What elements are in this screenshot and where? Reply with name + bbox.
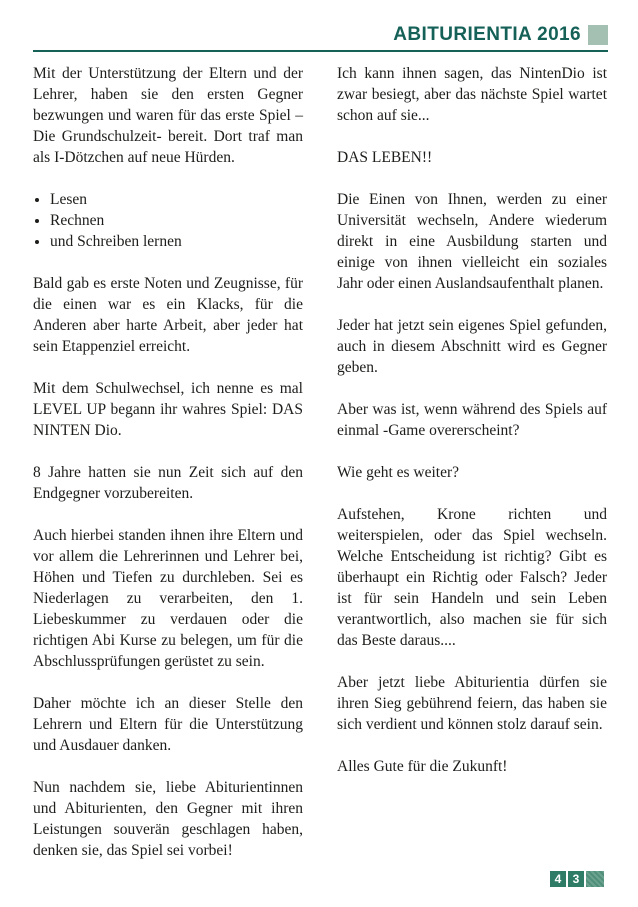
left-column (33, 63, 303, 882)
hatched-square-icon (586, 871, 604, 887)
paragraph: Jeder hat jetzt sein eigenes Spiel gefunden, auch in diesem Abschnitt wird es Gegner geben. (337, 317, 607, 376)
header-square-icon (588, 25, 608, 45)
page-number-digit: 4 (550, 871, 566, 887)
paragraph: Auch hierbei standen ihnen ihre Eltern und vor allem die Lehrerinnen und Lehrer bei, Höhen und Tiefen zu durchleben. Sei es Niederlagen zu verarbeiten, den 1. Liebeskummer zu verdauen oder die richtigen Abi Kurse zu belegen, um für die Abschlussprüfungen gerüstet zu sein. (33, 527, 303, 670)
paragraph: Alles Gute für die Zukunft! (337, 758, 508, 775)
paragraph: Aber jetzt liebe Abiturientia dürfen sie ihren Sieg gebührend feiern, das haben sie sich verdient und können stolz darauf sein. (337, 674, 607, 733)
paragraph: Wie geht es weiter? (337, 464, 460, 481)
paragraph: Nun nachdem sie, liebe Abiturientinnen und Abiturienten, den Gegner mit ihren Leistungen souverän geschlagen haben, denken sie, das Spiel sei vorbei! (33, 779, 303, 859)
paragraph: Die Einen von Ihnen, werden zu einer Universität wechseln, Andere wiederum direkt in eine Ausbildung starten und einige von ihnen vielleicht ein soziales Jahr oder einen Auslandsaufenthalt planen. (337, 191, 607, 292)
paragraph: Daher möchte ich an dieser Stelle den Lehrern und Eltern für die Unterstützung und Ausdauer danken. (33, 695, 303, 754)
list-item: • Lesen (50, 189, 303, 210)
page-title: ABITURIENTIA 2016 (393, 24, 581, 45)
list-item: • und Schreiben lernen (50, 231, 303, 252)
bullet-list (33, 189, 303, 252)
paragraph: Mit dem Schulwechsel, ich nenne es mal LEVEL UP begann ihr wahres Spiel: DAS NINTEN Dio. (33, 380, 303, 439)
text-columns (0, 52, 638, 882)
paragraph: DAS LEBEN!! (337, 149, 433, 166)
paragraph: Aufstehen, Krone richten und weiterspielen, oder das Spiel wechseln. Welche Entscheidung ist richtig? Gibt es überhaupt ein Richtig oder Falsch? Jeder ist für sein Handeln und sein Leben verantwortlich, also machen sie für sich das Beste daraus.... (337, 506, 607, 649)
list-item: • Rechnen (50, 210, 303, 231)
paragraph: Mit der Unterstützung der Eltern und der Lehrer, haben sie den ersten Gegner bezwungen und waren für das erste Spiel – Die Grundschulzeit- bereit. Dort traf man als I-Dötzchen auf neue Hürden. (33, 65, 303, 166)
paragraph: Aber was ist, wenn während des Spiels auf einmal -Game overerscheint? (337, 401, 607, 439)
page-number (550, 871, 604, 887)
right-column (337, 63, 607, 882)
page-header (0, 0, 638, 47)
paragraph: 8 Jahre hatten sie nun Zeit sich auf den Endgegner vorzubereiten. (33, 464, 303, 502)
paragraph: Bald gab es erste Noten und Zeugnisse, für die einen war es ein Klacks, für die Anderen aber harte Arbeit, aber jeder hat sein Etappenziel erreicht. (33, 275, 303, 355)
paragraph: Ich kann ihnen sagen, das NintenDio ist zwar besiegt, aber das nächste Spiel wartet schon auf sie... (337, 65, 607, 124)
page-number-digit: 3 (568, 871, 584, 887)
